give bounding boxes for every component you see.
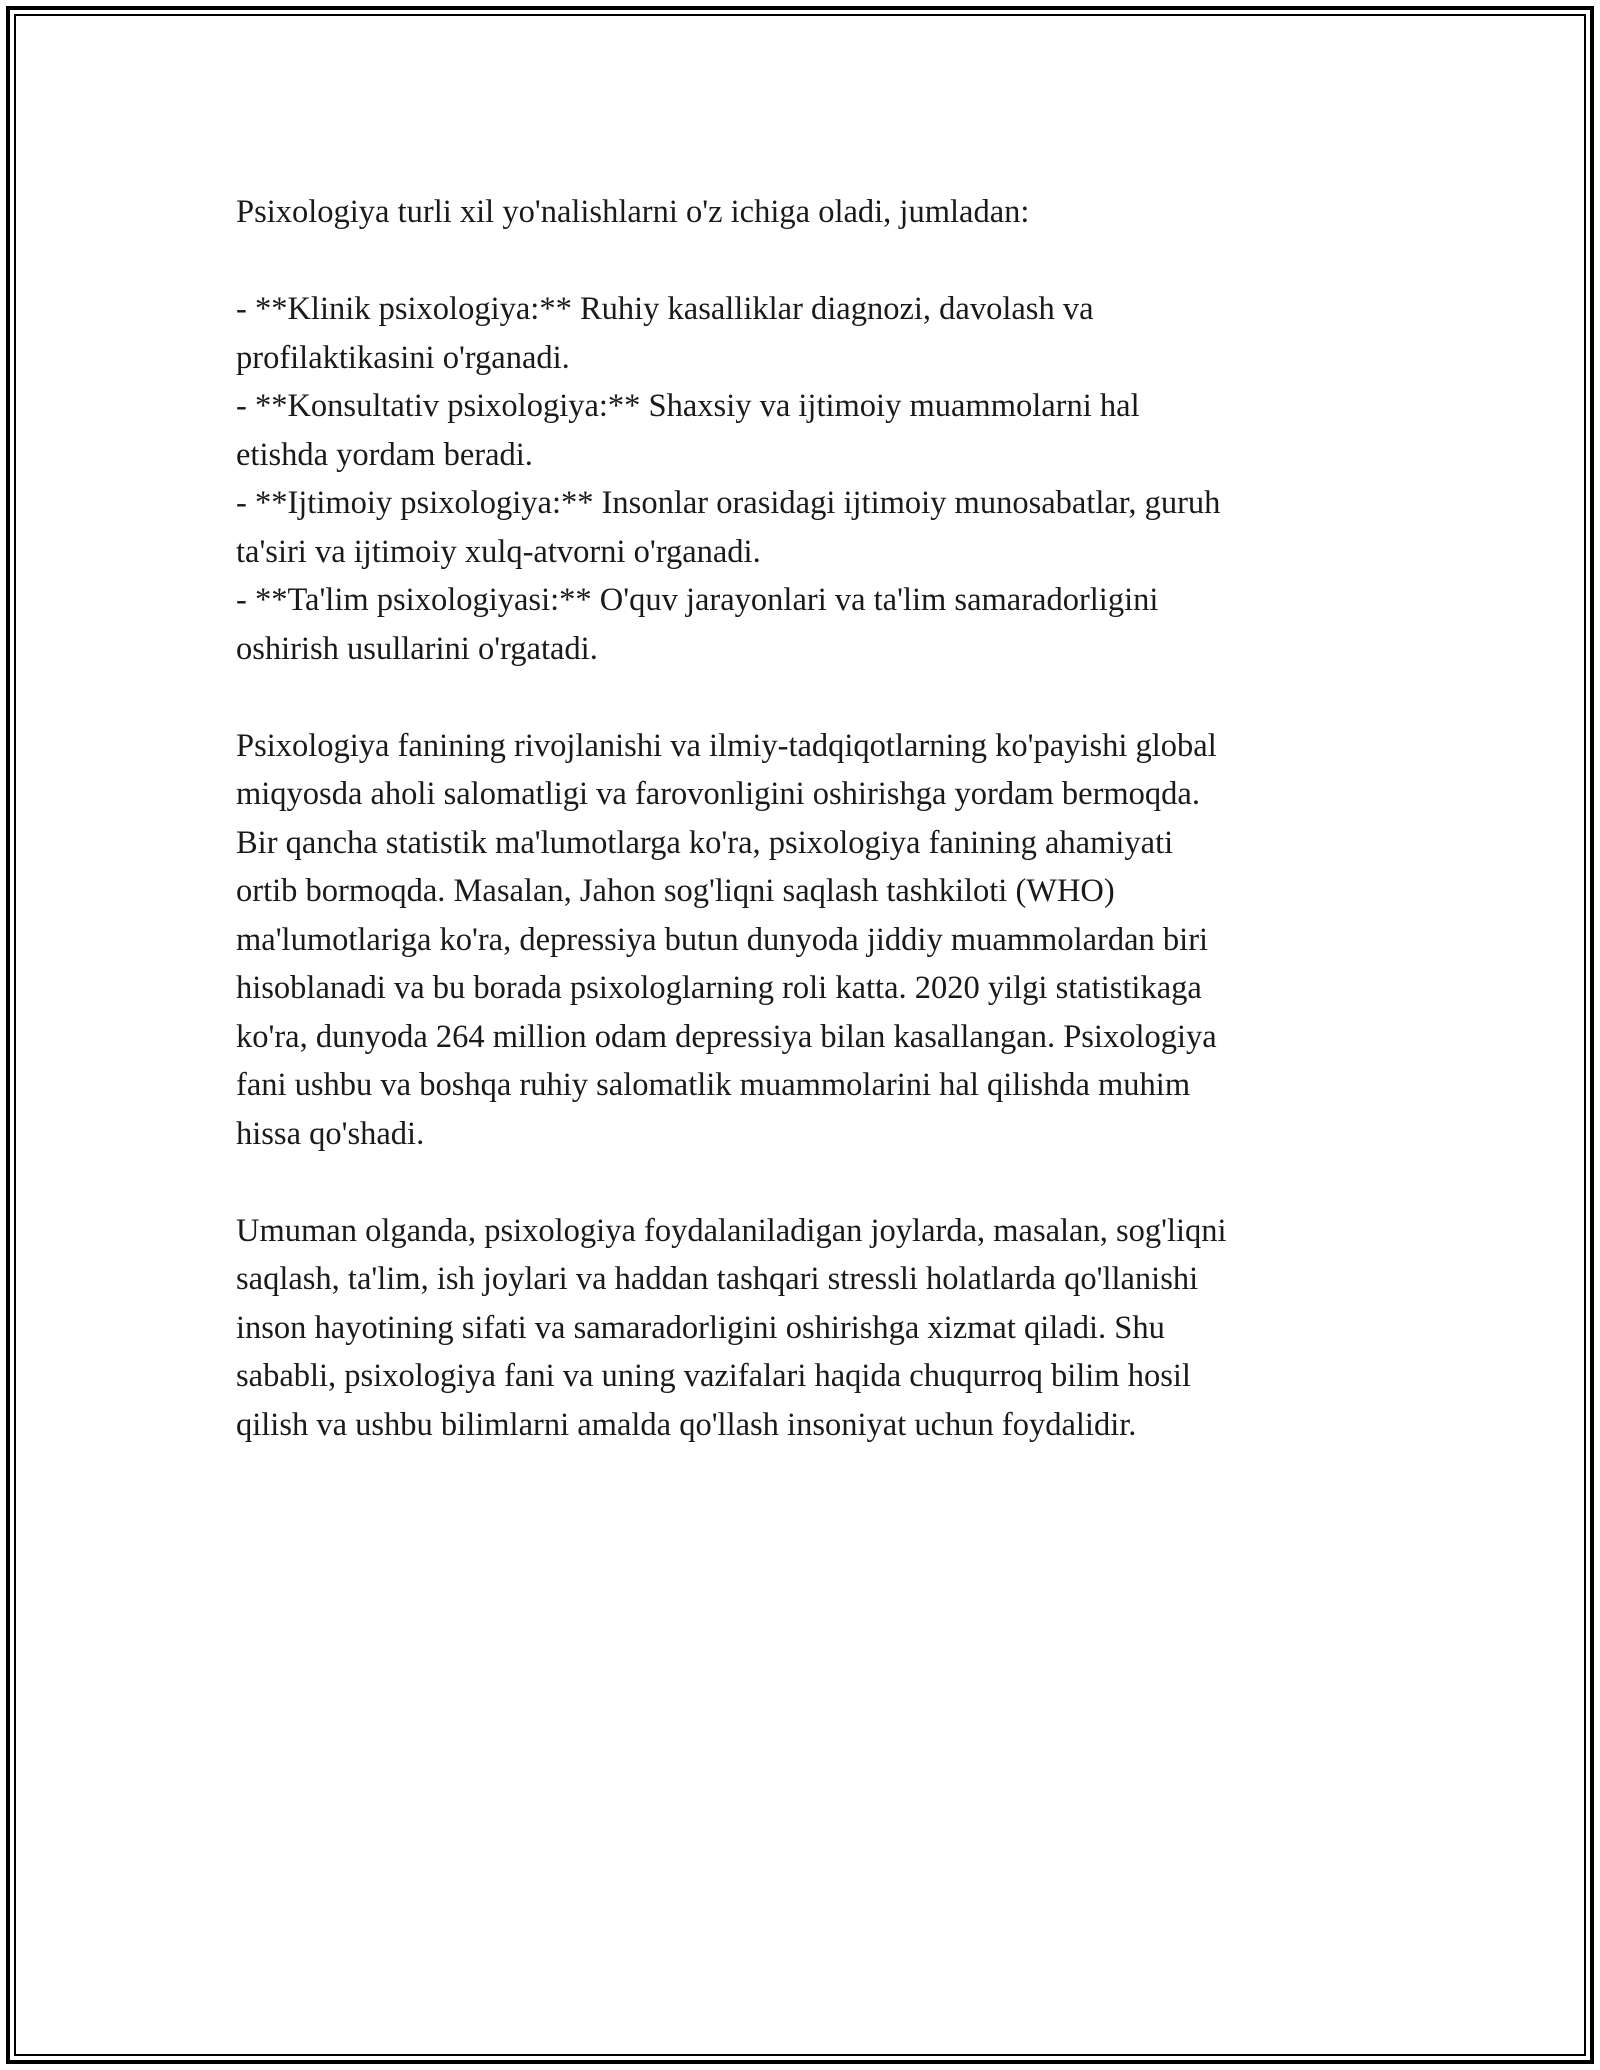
list-item-social: - **Ijtimoiy psixologiya:** Insonlar orasidagi ijtimoiy munosabatlar, guruh ta'siri va ijtimoiy xulq-atvorni o'rganadi.: [236, 485, 1221, 570]
paragraph-spacer: [236, 673, 1366, 722]
statistics-paragraph: Psixologiya fanining rivojlanishi va ilmiy-tadqiqotlarning ko'payishi global miqyosda aholi salomatligi va farovonligini oshirishga yordam bermoqda. Bir qancha statistik ma'lumotlarga ko'ra, psixologiya fanining ahamiyati ortib bormoqda. Masalan, Jahon sog'liqni saqlash tashkiloti (WHO) ma'lumotlariga ko'ra, depressiya butun dunyoda jiddiy muammolardan biri hisoblanadi va bu borada psixologlarning roli katta. 2020 yilgi statistikaga ko'ra, dunyoda 264 million odam depressiya bilan kasallangan. Psixologiya fani ushbu va boshqa ruhiy salomatlik muammolarini hal qilishda muhim hissa qo'shadi.: [236, 727, 1217, 1152]
list-item-educational: - **Ta'lim psixologiyasi:** O'quv jarayonlari va ta'lim samaradorligini oshirish usullarini o'rgatadi.: [236, 582, 1159, 667]
list-item-clinical: - **Klinik psixologiya:** Ruhiy kasalliklar diagnozi, davolash va profilaktikasini o'rganadi.: [236, 291, 1094, 376]
paragraph-spacer: [236, 237, 1366, 286]
conclusion-paragraph: Umuman olganda, psixologiya foydalaniladigan joylarda, masalan, sog'liqni saqlash, ta'lim, ish joylari va haddan tashqari stressli holatlarda qo'llanishi inson hayotining sifati va samaradorligini oshirishga xizmat qiladi. Shu sababli, psixologiya fani va uning vazifalari haqida chuqurroq bilim hosil qilish va ushbu bilimlarni amalda qo'llash insoniyat uchun foydalidir.: [236, 1212, 1227, 1443]
document-body: [236, 188, 1366, 1449]
paragraph-spacer: [236, 1158, 1366, 1207]
list-item-consultative: - **Konsultativ psixologiya:** Shaxsiy va ijtimoiy muammolarni hal etishda yordam beradi.: [236, 388, 1140, 473]
intro-paragraph: Psixologiya turli xil yo'nalishlarni o'z ichiga oladi, jumladan:: [236, 194, 1030, 230]
